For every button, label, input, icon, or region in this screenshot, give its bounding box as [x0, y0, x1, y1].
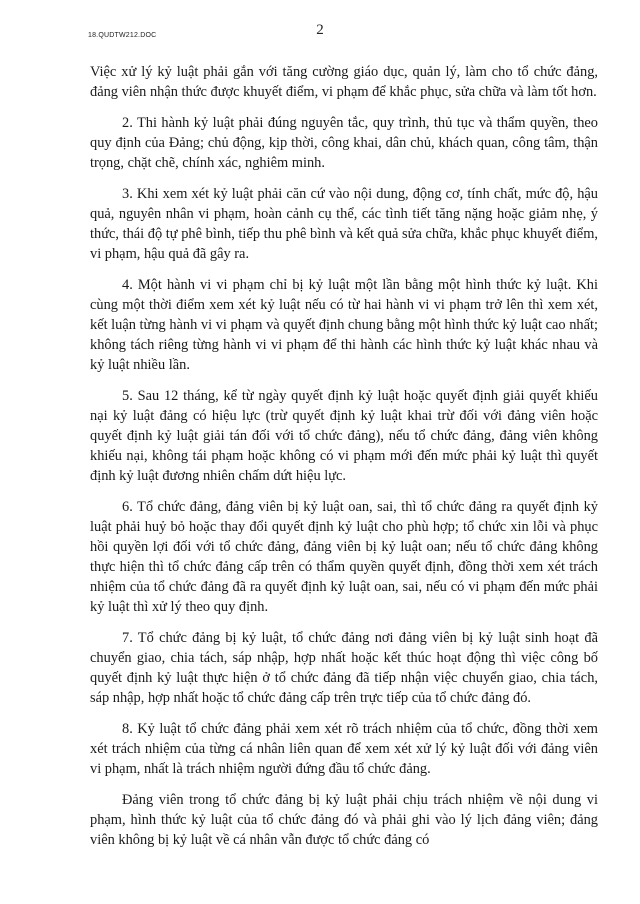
paragraph-item-5: 5. Sau 12 tháng, kể từ ngày quyết định kỷ luật hoặc quyết định giải quyết khiếu nại kỷ luật đảng có hiệu lực (trừ quyết định kỷ luật khai trừ đối với đảng viên hoặc quyết định kỷ luật giải tán đối với tổ chức đảng), nếu tổ chức đảng, đảng viên không khiếu nại, không tái phạm hoặc không có vi phạm mới đến mức phải kỷ luật thì quyết định kỷ luật đương nhiên chấm dứt hiệu lực. [90, 388, 598, 484]
page-number: 2 [316, 22, 324, 38]
document-body [90, 62, 598, 861]
document-file-id: 18.QUDTW212.DOC [88, 32, 157, 39]
paragraph-item-2: 2. Thi hành kỷ luật phải đúng nguyên tắc, quy trình, thủ tục và thẩm quyền, theo quy định của Đảng; chủ động, kịp thời, công khai, dân chủ, khách quan, công tâm, thận trọng, chặt chẽ, chính xác, nghiêm minh. [90, 115, 598, 171]
paragraph-intro-continuation: Việc xử lý kỷ luật phải gắn với tăng cường giáo dục, quản lý, làm cho tổ chức đảng, đảng viên nhận thức được khuyết điểm, vi phạm để khắc phục, sửa chữa và làm tốt hơn. [90, 64, 598, 100]
paragraph-item-6: 6. Tổ chức đảng, đảng viên bị kỷ luật oan, sai, thì tổ chức đảng ra quyết định kỷ luật phải huỷ bỏ hoặc thay đổi quyết định kỷ luật cho phù hợp; tổ chức xin lỗi và phục hồi quyền lợi đối với tổ chức đảng, đảng viên bị kỷ luật oan; nếu tổ chức đảng không thực hiện thì tổ chức đảng cấp trên có thẩm quyền quyết định, đồng thời xem xét trách nhiệm của tổ chức đảng đã ra quyết định kỷ luật oan, sai, nếu có vi phạm đến mức phải kỷ luật thì xử lý theo quy định. [90, 499, 598, 615]
paragraph-item-8-continuation: Đảng viên trong tổ chức đảng bị kỷ luật phải chịu trách nhiệm về nội dung vi phạm, hình thức kỷ luật của tổ chức đảng đó và phải ghi vào lý lịch đảng viên; đảng viên không bị kỷ luật về cá nhân vẫn được tổ chức đảng có [90, 792, 598, 848]
paragraph-item-8: 8. Kỷ luật tổ chức đảng phải xem xét rõ trách nhiệm của tổ chức, đồng thời xem xét trách nhiệm của từng cá nhân liên quan để xem xét xử lý kỷ luật đối với đảng viên vi phạm, nhất là trách nhiệm người đứng đầu tổ chức đảng. [90, 721, 598, 777]
paragraph-item-7: 7. Tổ chức đảng bị kỷ luật, tổ chức đảng nơi đảng viên bị kỷ luật sinh hoạt đã chuyển giao, chia tách, sáp nhập, hợp nhất hoặc kết thúc hoạt động thì việc công bố quyết định kỷ luật thực hiện ở tổ chức đảng đã tiếp nhận việc chuyển giao, chia tách, sáp nhập, hợp nhất hoặc tổ chức đảng cấp trên trực tiếp của tổ chức đảng đó. [90, 630, 598, 706]
paragraph-item-3: 3. Khi xem xét kỷ luật phải căn cứ vào nội dung, động cơ, tính chất, mức độ, hậu quả, nguyên nhân vi phạm, hoàn cảnh cụ thể, các tình tiết tăng nặng hoặc giảm nhẹ, ý thức, thái độ tự phê bình, tiếp thu phê bình và kết quả sửa chữa, khắc phục khuyết điểm, vi phạm, hậu quả đã gây ra. [90, 186, 598, 262]
paragraph-item-4: 4. Một hành vi vi phạm chỉ bị kỷ luật một lần bằng một hình thức kỷ luật. Khi cùng một thời điểm xem xét kỷ luật nếu có từ hai hành vi vi phạm trở lên thì xem xét, kết luận từng hành vi vi phạm và quyết định chung bằng một hình thức kỷ luật cao nhất; không tách riêng từng hành vi vi phạm để thi hành các hình thức kỷ luật khác nhau và kỷ luật nhiều lần. [90, 277, 598, 373]
